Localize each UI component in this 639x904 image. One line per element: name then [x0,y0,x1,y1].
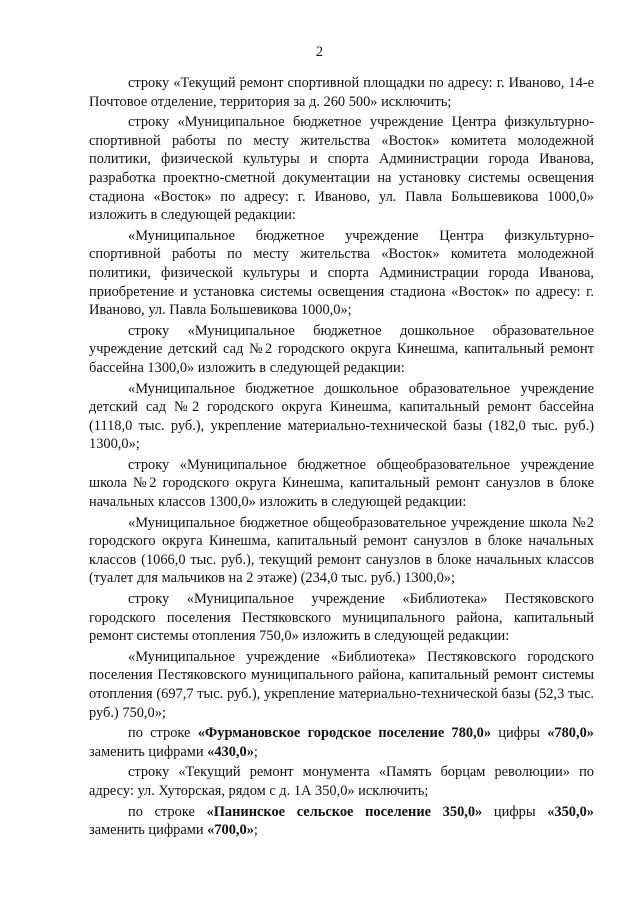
paragraph [89,724,594,761]
text-run: цифры [491,725,548,742]
text-run: строку «Муниципальное бюджетное учреждение Центра физкультурно-спортивной работы по месту жительства «Восток» комитета молодежной политики, физической культуры и спорта Администрации города Иванова, разработка проектно-сметной документации на установку системы освещения стадиона «Восток» по адресу: г. Иваново, ул. Павла Большевикова 1000,0» изложить в следующей редакции: [89,114,594,224]
bold-text-run: «350,0» [547,803,594,820]
bold-text-run: «Панинское сельское поселение 350,0» [206,803,483,820]
text-run: по строке [128,725,198,742]
text-run: строку «Муниципальное бюджетное общеобразовательное учреждение школа №2 городского округа Кинешма, капитальный ремонт санузлов в блоке начальных классов 1300,0» изложить в следующей редакции: [89,456,594,511]
paragraph [89,514,594,588]
text-run: по строке [128,803,207,820]
paragraph [89,322,594,378]
text-run: строку «Текущий ремонт монумента «Память борцам революции» по адресу: ул. Хуторская, рядом с д. 1А 350,0» исключить; [89,764,594,799]
bold-text-run: «700,0» [207,822,254,839]
text-run: цифры [482,803,548,820]
text-run: заменить цифрами [89,743,208,760]
paragraph [89,763,594,800]
paragraph [89,113,594,225]
text-run: ; [253,743,258,760]
paragraph [89,380,594,454]
paragraph [89,648,594,722]
text-run: строку «Текущий ремонт спортивной площадки по адресу: г. Иваново, 14-е Почтовое отделение, территория за д. 260 500» исключить; [89,75,594,110]
text-run: заменить цифрами [89,822,208,839]
bold-text-run: «Фурмановское городское поселение 780,0» [197,725,492,742]
page-number: 2 [315,44,324,60]
paragraph [89,227,594,320]
text-run: ; [253,822,258,839]
text-run: «Муниципальное учреждение «Библиотека» Пестяковского городского поселения Пестяковского муниципального района, капитальный ремонт системы отопления (697,7 тыс. руб.), укрепление материально-технической базы (52,3 тыс. руб.) 750,0»; [89,648,594,721]
text-run: «Муниципальное бюджетное учреждение Центра физкультурно-спортивной работы по месту жительства «Восток» комитета молодежной политики, физической культуры и спорта Администрации города Иванова, приобретение и установка системы освещения стадиона «Восток» по адресу: г. Иваново, ул. Павла Большевикова 1000,0»; [89,227,594,319]
paragraph [89,74,594,111]
document-body [89,74,594,840]
text-run: «Муниципальное бюджетное дошкольное образовательное учреждение детский сад №2 городского округа Кинешма, капитальный ремонт бассейна (1118,0 тыс. руб.), укрепление материально-технической базы (182,0 тыс. руб.) 1300,0»; [89,380,594,453]
bold-text-run: «780,0» [547,725,594,742]
paragraph [89,590,594,646]
text-run: «Муниципальное бюджетное общеобразовательное учреждение школа №2 городского округа Кинешма, капитальный ремонт санузлов в блоке начальных классов (1066,0 тыс. руб.), текущий ремонт санузлов в блоке начальных классов (туалет для мальчиков на 2 этаже) (234,0 тыс. руб.) 1300,0»; [89,514,594,587]
paragraph [89,456,594,512]
paragraph [89,803,594,840]
bold-text-run: «430,0» [207,743,254,760]
text-run: строку «Муниципальное бюджетное дошкольное образовательное учреждение детский сад №2 городского округа Кинешма, капитальный ремонт бассейна 1300,0» изложить в следующей редакции: [89,322,594,376]
text-run: строку «Муниципальное учреждение «Библиотека» Пестяковского городского поселения Пестяковского муниципального района, капитальный ремонт системы отопления 750,0» изложить в следующей редакции: [89,591,594,645]
